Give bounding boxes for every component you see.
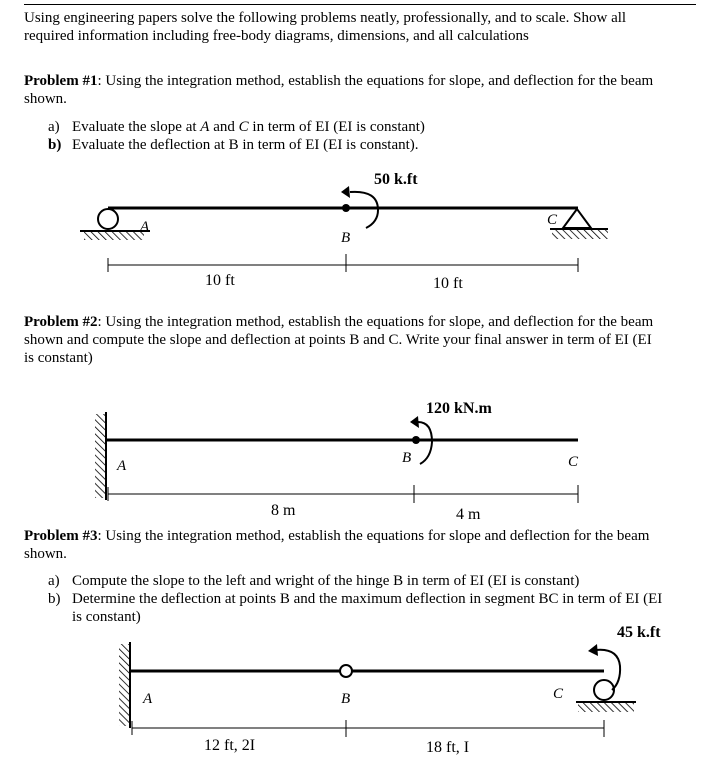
p3-moment-arrowhead	[588, 644, 598, 656]
p3-hinge-B	[340, 665, 352, 677]
p1-item-a-text-1: Evaluate the slope at	[72, 119, 201, 135]
p3-item-a-marker: a)	[48, 573, 60, 589]
p1-item-a-A: A	[200, 119, 210, 135]
p1-title: Problem #1	[24, 73, 98, 89]
p3-text-1: : Using the integration method, establish the equations for slope and deflection for the beam	[97, 528, 650, 544]
p1-item-a-marker: a)	[48, 119, 60, 135]
p1-moment-label: 50 k.ft	[374, 171, 418, 188]
p1-item-a-and: and	[209, 119, 239, 135]
p3-ground-hatch-C	[578, 703, 634, 712]
p3-item-b-line-2: is constant)	[72, 609, 141, 625]
p1-dim-1: 10 ft	[205, 272, 235, 289]
p3-dim-1: 12 ft, 2I	[204, 737, 256, 754]
p2-label-C: C	[568, 454, 579, 470]
p2-text-1: : Using the integration method, establish the equations for slope, and deflection for the beam	[97, 314, 654, 330]
p3-item-a: Compute the slope to the left and wright of the hinge B in term of EI (EI is constant)	[72, 573, 580, 589]
p1-label-A: A	[140, 219, 150, 235]
p3-title: Problem #3	[24, 528, 98, 544]
p3-label-B: B	[341, 691, 351, 707]
p3-label-A: A	[143, 691, 153, 707]
p3-moment-label: 45 k.ft	[617, 624, 661, 641]
p1-statement-line-2: shown.	[24, 91, 67, 107]
p3-statement-line-2: shown.	[24, 546, 67, 562]
p2-label-A: A	[117, 458, 127, 474]
p1-dim-2: 10 ft	[433, 275, 463, 292]
p2-moment-label: 120 kN.m	[426, 400, 492, 417]
p2-dim-1: 8 m	[271, 502, 296, 519]
intro-line-1: Using engineering papers solve the following problems neatly, professionally, and to scale. Show all	[24, 10, 627, 26]
p3-item-b-line-1: Determine the deflection at points B and the maximum deflection in segment BC in term of EI (EI	[72, 591, 663, 607]
p3-item-b-marker: b)	[48, 591, 61, 607]
p1-item-b-marker: b)	[48, 137, 62, 153]
intro-line-2: required information including free-body diagrams, dimensions, and all calculations	[24, 28, 529, 44]
p3-roller-support-C	[594, 680, 614, 700]
p1-label-C: C	[547, 212, 558, 228]
p1-item-b: Evaluate the deflection at B in term of EI (EI is constant).	[72, 137, 419, 153]
p2-label-B: B	[402, 450, 412, 466]
p3-fixed-wall-hatch	[119, 644, 129, 726]
p3-dim-2: 18 ft, I	[426, 739, 470, 756]
p1-item-a-C: C	[238, 119, 249, 135]
p2-statement-line-2: shown and compute the slope and deflection at points B and C. Write your final answer in term of EI (EI	[24, 332, 652, 348]
p2-title: Problem #2	[24, 314, 98, 330]
p2-statement-line-3: is constant)	[24, 350, 93, 366]
p1-text-1: : Using the integration method, establish the equations for slope, and deflection for the beam	[97, 73, 654, 89]
p1-label-B: B	[341, 230, 351, 246]
p2-dim-2: 4 m	[456, 506, 481, 523]
p3-label-C: C	[553, 686, 564, 702]
p1-item-a-text-2: in term of EI (EI is constant)	[248, 119, 425, 135]
